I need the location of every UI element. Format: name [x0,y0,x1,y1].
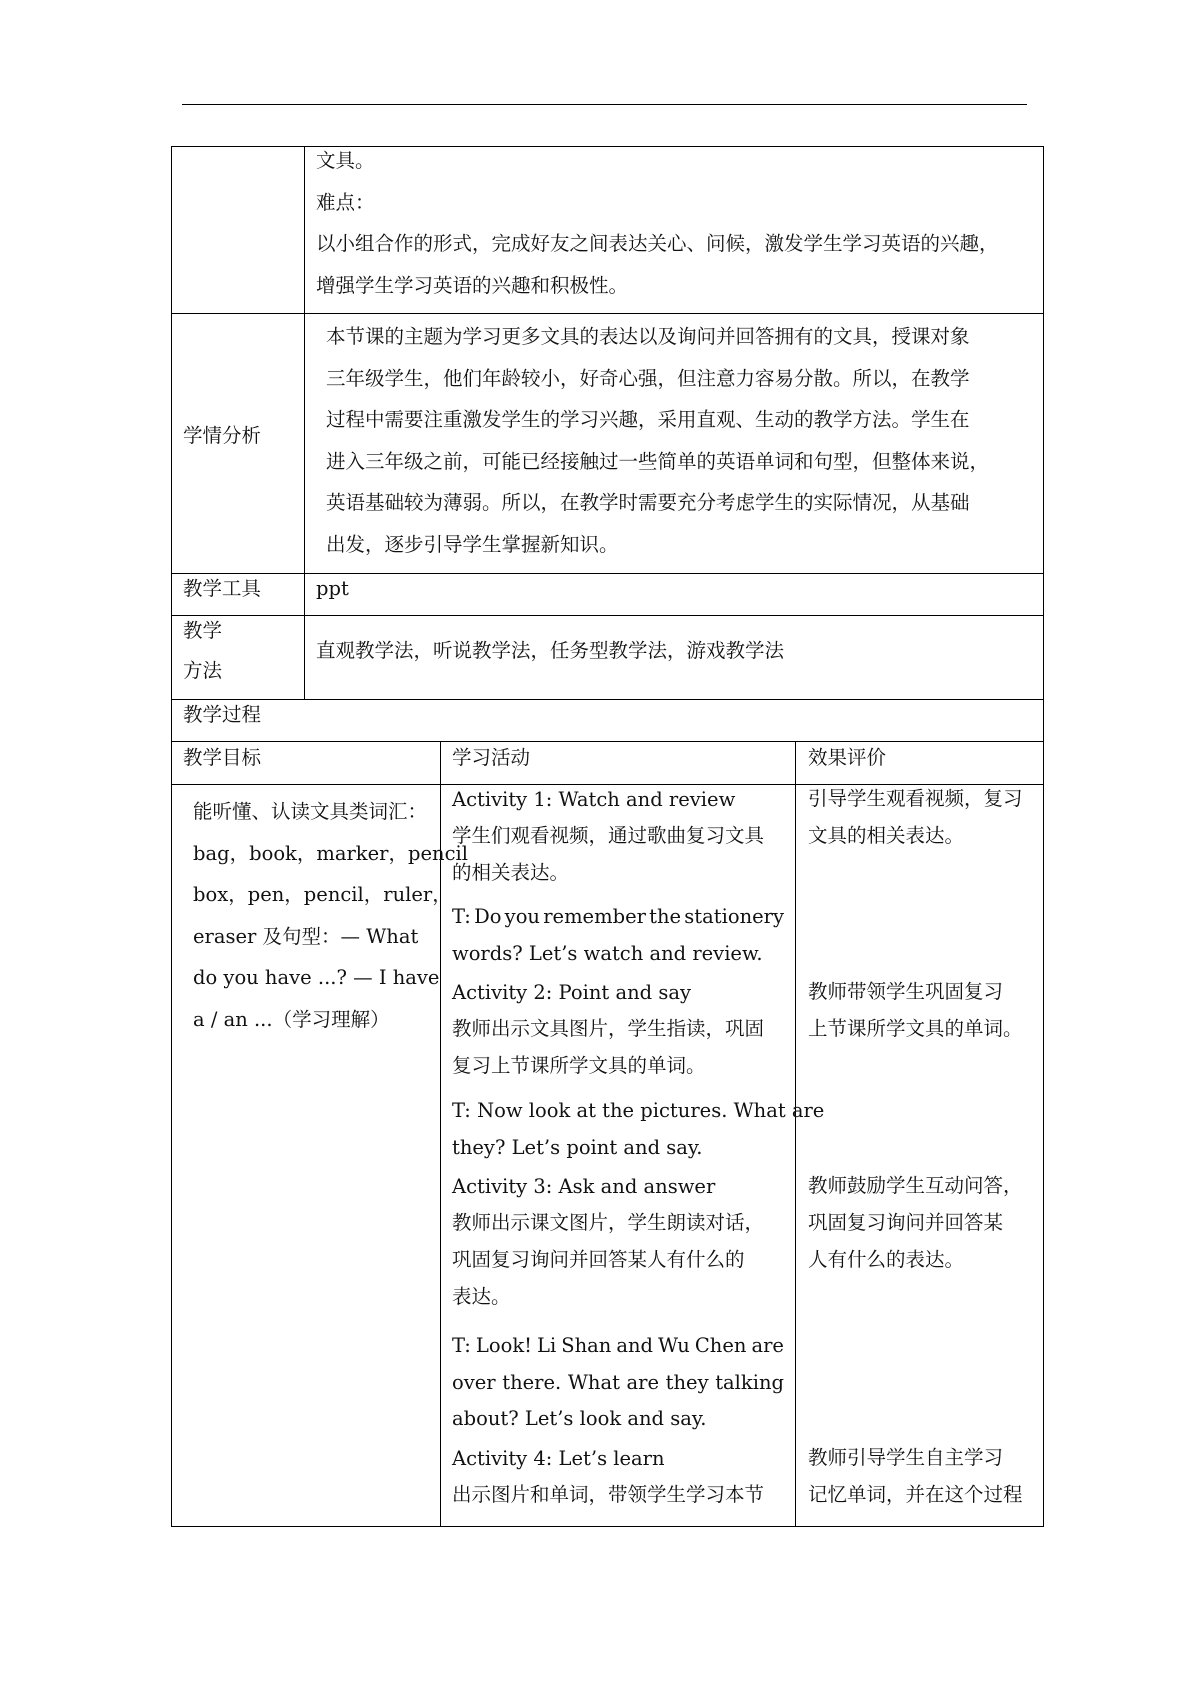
word: T: [452,905,471,928]
word: remember [543,905,646,928]
word: T: [452,1334,471,1357]
teaching-methods-label-line2: 方法 [183,659,223,682]
row-divider [171,573,1044,574]
activity-2-evaluation: 教师带领学生巩固复习 上节课所学文具的单词。 [808,980,1023,1040]
word: over [452,1370,496,1394]
teaching-tools-label: 教学工具 [183,577,262,600]
teaching-methods-label-line1: 教学 [183,619,223,642]
row-divider [171,313,1044,314]
row-divider [171,699,1044,700]
activity-3-description: 教师出示课文图片，学生朗读对话， 巩固复习询问并回答某人有什么的 表达。 [452,1211,765,1308]
header-evaluation: 效果评价 [808,746,887,769]
word: the [649,905,682,928]
learner-analysis-text: 本节课的主题为学习更多文具的表达以及询问并回答拥有的文具，授课对象 三年级学生，他们年龄较小，好奇心强，但注意力容易分散。所以，在教学 过程中需要注重激发学生的学习兴趣，采用直观、生动的教学方法。学生在 进入三年级之前，可能已经接触过一些简单的英语单词和句型，但整体来说， 英语基础较为薄弱。所以，在教学时需要充分考虑学生的实际情况，从基础 出发，逐步引导学生掌握新知识。 [326,325,990,556]
activity-3-evaluation: 教师鼓励学生互动问答， 巩固复习询问并回答某 人有什么的表达。 [808,1174,1023,1271]
word: are [751,1334,784,1357]
word: Wu [658,1334,690,1357]
word: there. [502,1370,562,1394]
word: Li [537,1334,557,1357]
activity-2-title: Activity 2: Point and say [452,981,691,1004]
activity-4-title: Activity 4: Let’s learn [452,1447,665,1470]
row-divider [171,615,1044,616]
word: they [665,1370,709,1394]
word: Chen [694,1334,747,1357]
activity-4-description: 出示图片和单词，带领学生学习本节 [452,1483,765,1506]
key-points-text: 文具。 难点： 以小组合作的形式，完成好友之间表达关心、问候，激发学生学习英语的兴趣， 增强学生学习英语的兴趣和积极性。 [316,149,999,297]
word: Look! [475,1334,532,1357]
word: talking [715,1370,784,1394]
word: stationery [684,905,784,928]
word: and [616,1334,654,1357]
activity-1-teacher-talk: T: Do you remember the stationery words? Let’s watch and review. [452,899,784,972]
activity-1-title: Activity 1: Watch and review [452,788,736,811]
word: What [567,1370,620,1394]
activity-3-teacher-talk: T: Look! Li Shan and Wu Chen are over there. What are they talking about? Let’s look and say. [452,1328,784,1438]
row-divider [171,741,1044,742]
activity-3-title: Activity 3: Ask and answer [452,1175,716,1198]
column-divider [304,146,305,699]
teaching-goal-text: 能听懂、认读文具类词汇： bag，book，marker，pencil box，pen，pencil，ruler， eraser 及句型：— What do you have ...? — I have a / an ...（学习理解） [193,800,468,1031]
page-header-rule [182,104,1027,105]
word: 巩固复习询问并回答某人有什么的 [452,1248,745,1271]
activity-4-evaluation: 教师引导学生自主学习 记忆单词，并在这个过程 [808,1446,1023,1506]
word: you [504,905,540,928]
word: Shan [561,1334,612,1357]
activity-1-evaluation: 引导学生观看视频，复习 文具的相关表达。 [808,787,1023,847]
header-teaching-goal: 教学目标 [183,746,262,769]
activity-2-description: 教师出示文具图片，学生指读，巩固 复习上节课所学文具的单词。 [452,1017,765,1077]
header-learning-activity: 学习活动 [452,746,531,769]
activity-2-teacher-talk: T: Now look at the pictures. What are they? Let’s point and say. [452,1099,825,1159]
word: are [626,1370,660,1394]
learner-analysis-label: 学情分析 [183,424,262,447]
column-divider [795,741,796,1527]
teaching-tools-value: ppt [316,577,349,600]
activity-1-description: 学生们观看视频，通过歌曲复习文具 的相关表达。 [452,824,765,884]
teaching-process-title: 教学过程 [183,703,262,726]
teaching-methods-value: 直观教学法，听说教学法，任务型教学法，游戏教学法 [316,639,785,662]
word: Do [474,905,502,928]
